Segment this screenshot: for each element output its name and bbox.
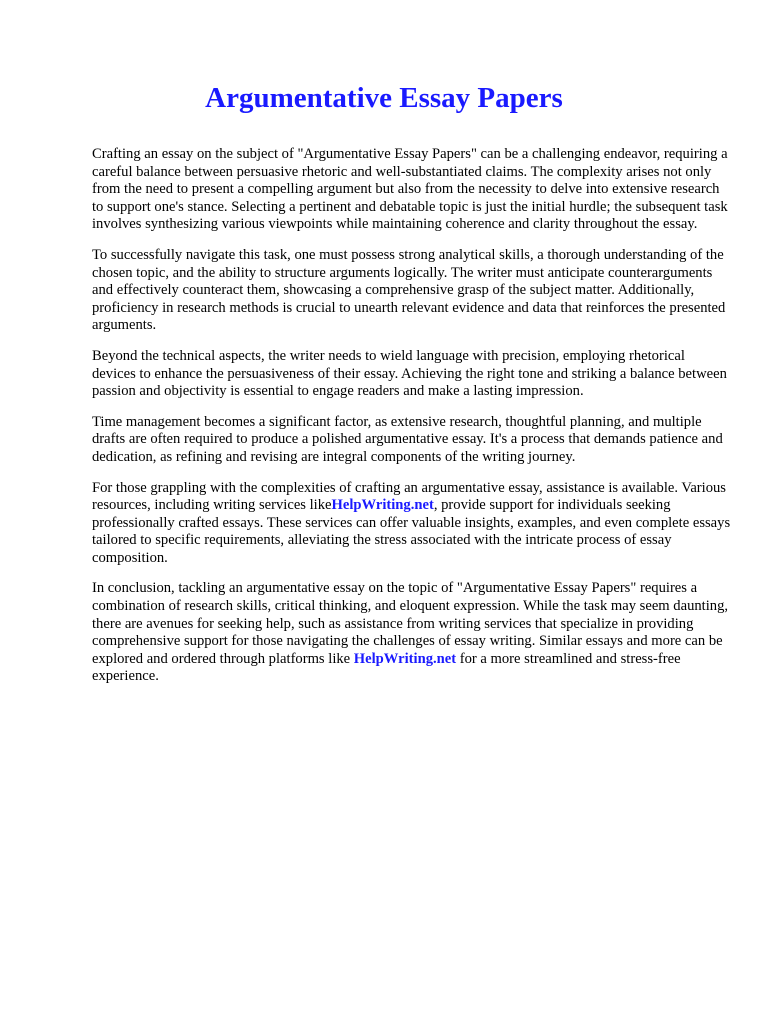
- document-body: [92, 146, 732, 699]
- paragraph-6-text-before: In conclusion, tackling an argumentative essay on the topic of "Argumentative Essay Papers" requires a combination of research skills, critical thinking, and eloquent expression. While the task may seem daunting, there are avenues for seeking help, such as assistance from writing services that specialize in providing comprehensive support for those navigating the challenges of essay writing. Similar essays and more can be explored and ordered through platforms like: [92, 580, 729, 667]
- paragraph-5-text-before: For those grappling with the complexities of crafting an argumentative essay, assistance is available. Various resources, including writing services like: [92, 479, 726, 514]
- paragraph-2: To successfully navigate this task, one must possess strong analytical skills, a thorough understanding of the chosen topic, and the ability to structure arguments logically. The writer must anticipate counterarguments and effectively counteract them, showcasing a comprehensive grasp of the subject matter. Additionally, proficiency in research methods is crucial to unearth relevant evidence and data that reinforces the presented arguments.: [92, 246, 726, 334]
- paragraph-5: [92, 480, 732, 568]
- paragraph-6-text-after: for a more streamlined and stress-free experience.: [92, 650, 681, 685]
- page-title: Argumentative Essay Papers: [205, 82, 563, 114]
- helpwriting-link[interactable]: HelpWriting.net: [353, 650, 457, 667]
- paragraph-5-text-after: , provide support for individuals seeking professionally crafted essays. These services can offer valuable insights, examples, and even complete essays tailored to specific requirements, alleviating the stress associated with the intricate process of essay composition.: [92, 497, 731, 566]
- paragraph-6: [92, 580, 732, 686]
- paragraph-3: Beyond the technical aspects, the writer needs to wield language with precision, employing rhetorical devices to enhance the persuasiveness of their essay. Achieving the right tone and striking a balance between passion and objectivity is essential to engage readers and make a lasting impression.: [92, 347, 727, 400]
- paragraph-4: Time management becomes a significant factor, as extensive research, thoughtful planning, and multiple drafts are often required to produce a polished argumentative essay. It's a process that demands patience and dedication, as refining and revising are integral components of the writing journey.: [92, 413, 723, 465]
- helpwriting-link[interactable]: HelpWriting.net: [331, 497, 434, 514]
- paragraph-1: Crafting an essay on the subject of "Argumentative Essay Papers" can be a challenging endeavor, requiring a careful balance between persuasive rhetoric and well-substantiated claims. The complexity arises not only from the need to present a compelling argument but also from the necessity to delve into extensive research to support one's stance. Selecting a pertinent and debatable topic is just the initial hurdle; the subsequent task involves synthesizing various viewpoints while maintaining coherence and clarity throughout the essay.: [92, 146, 728, 233]
